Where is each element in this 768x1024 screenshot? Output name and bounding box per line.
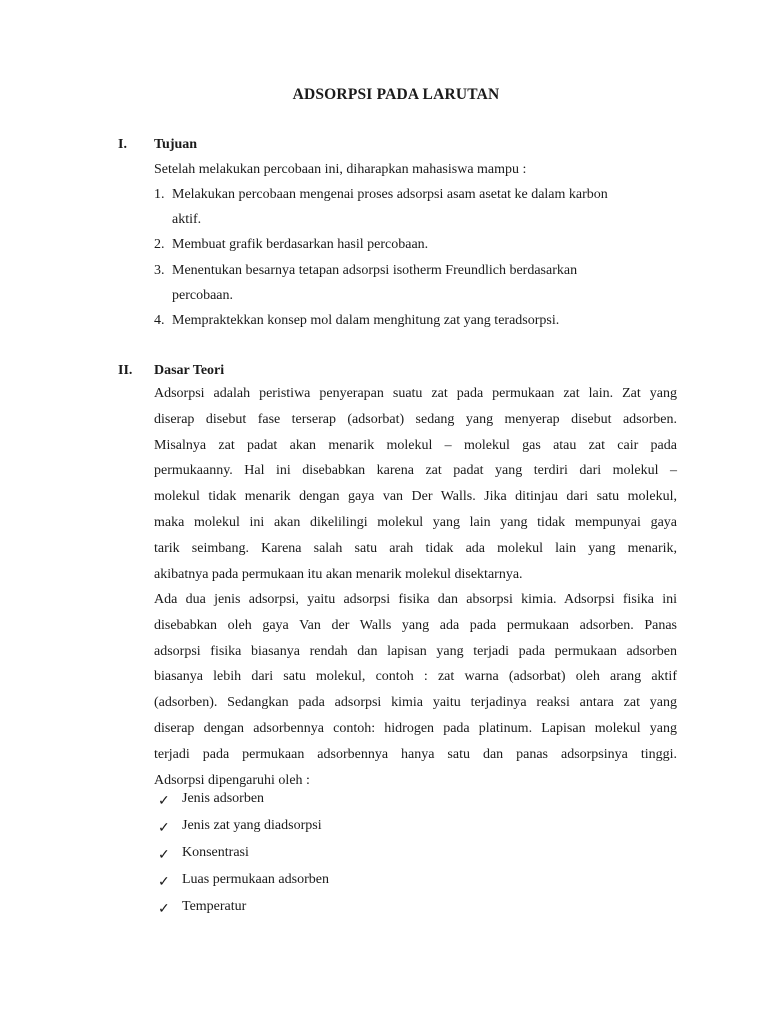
list-item-text: Membuat grafik berdasarkan hasil percobaan. bbox=[172, 237, 429, 252]
section-1-heading: Tujuan bbox=[154, 137, 198, 152]
list-item-text-continued: aktif. bbox=[172, 212, 202, 227]
paragraph-line: maka molekul ini akan dikelilingi molekul yang lain yang tidak mempunyai gaya bbox=[154, 514, 677, 530]
checkmark-icon: ✓ bbox=[158, 902, 170, 917]
section-2-numeral: II. bbox=[118, 363, 133, 378]
list-item-number: 4. bbox=[154, 313, 165, 328]
list-item-text: Menentukan besarnya tetapan adsorpsi isotherm Freundlich berdasarkan bbox=[172, 263, 578, 278]
paragraph-line: (adsorben). Sedangkan pada adsorpsi kimia yaitu terjadinya reaksi antara zat yang bbox=[154, 695, 677, 711]
checkmark-icon: ✓ bbox=[158, 848, 170, 863]
paragraph-line: permukaanny. Hal ini disebabkan karena zat padat yang terdiri dari molekul – bbox=[154, 463, 677, 479]
paragraph-line: Misalnya zat padat akan menarik molekul – molekul gas atau zat cair pada bbox=[154, 437, 677, 453]
section-1-intro: Setelah melakukan percobaan ini, diharapkan mahasiswa mampu : bbox=[154, 162, 527, 177]
document-title: ADSORPSI PADA LARUTAN bbox=[292, 86, 500, 103]
checkmark-icon: ✓ bbox=[158, 875, 170, 890]
paragraph-line: adsorpsi fisika biasanya rendah dan lapisan yang terjadi pada permukaan adsorben bbox=[154, 643, 677, 659]
paragraph-line: molekul tidak menarik dengan gaya van Der Walls. Jika ditinjau dari satu molekul, bbox=[154, 489, 677, 505]
factor-text: Konsentrasi bbox=[182, 845, 249, 860]
list-item-number: 3. bbox=[154, 263, 165, 278]
paragraph-line: diserap disebut fase terserap (adsorbat) sedang yang menyerap disebut adsorben. bbox=[154, 411, 677, 427]
factor-text: Jenis adsorben bbox=[182, 791, 265, 806]
paragraph-line: biasanya lebih dari satu molekul, contoh : zat warna (adsorbat) oleh arang aktif bbox=[154, 669, 677, 685]
checkmark-icon: ✓ bbox=[158, 821, 170, 836]
factor-text: Jenis zat yang diadsorpsi bbox=[182, 818, 322, 833]
factor-text: Luas permukaan adsorben bbox=[182, 872, 329, 887]
paragraph-line: Adsorpsi adalah peristiwa penyerapan suatu zat pada permukaan zat lain. Zat yang bbox=[154, 386, 677, 401]
list-item-text: Mempraktekkan konsep mol dalam menghitung zat yang teradsorpsi. bbox=[172, 313, 560, 328]
list-item-text: Melakukan percobaan mengenai proses adsorpsi asam asetat ke dalam karbon bbox=[172, 187, 608, 202]
section-2-heading: Dasar Teori bbox=[154, 363, 225, 378]
paragraph-theory-2 bbox=[154, 587, 677, 793]
paragraph-line: diserap dengan adsorbennya contoh: hidrogen pada platinum. Lapisan molekul yang bbox=[154, 720, 677, 736]
factor-text: Temperatur bbox=[182, 899, 247, 914]
paragraph-line: Ada dua jenis adsorpsi, yaitu adsorpsi fisika dan absorpsi kimia. Adsorpsi fisika ini bbox=[154, 592, 677, 607]
section-1-numeral: I. bbox=[118, 137, 127, 152]
list-item-text-continued: percobaan. bbox=[172, 288, 234, 303]
paragraph-line: akibatnya pada permukaan itu akan menarik molekul disektarnya. bbox=[154, 566, 523, 582]
list-item-number: 1. bbox=[154, 187, 165, 202]
checkmark-icon: ✓ bbox=[158, 794, 170, 809]
paragraph-theory-1 bbox=[154, 381, 677, 587]
paragraph-line: terjadi pada permukaan adsorbennya hanya satu dan panas adsorpsinya tinggi. bbox=[154, 746, 677, 762]
paragraph-line: Adsorpsi dipengaruhi oleh : bbox=[154, 772, 310, 788]
list-item-number: 2. bbox=[154, 237, 165, 252]
paragraph-line: disebabkan oleh gaya Van der Walls yang ada pada permukaan adsorben. Panas bbox=[154, 617, 677, 633]
paragraph-line: tarik seimbang. Karena salah satu arah tidak ada molekul lain yang menarik, bbox=[154, 540, 677, 556]
